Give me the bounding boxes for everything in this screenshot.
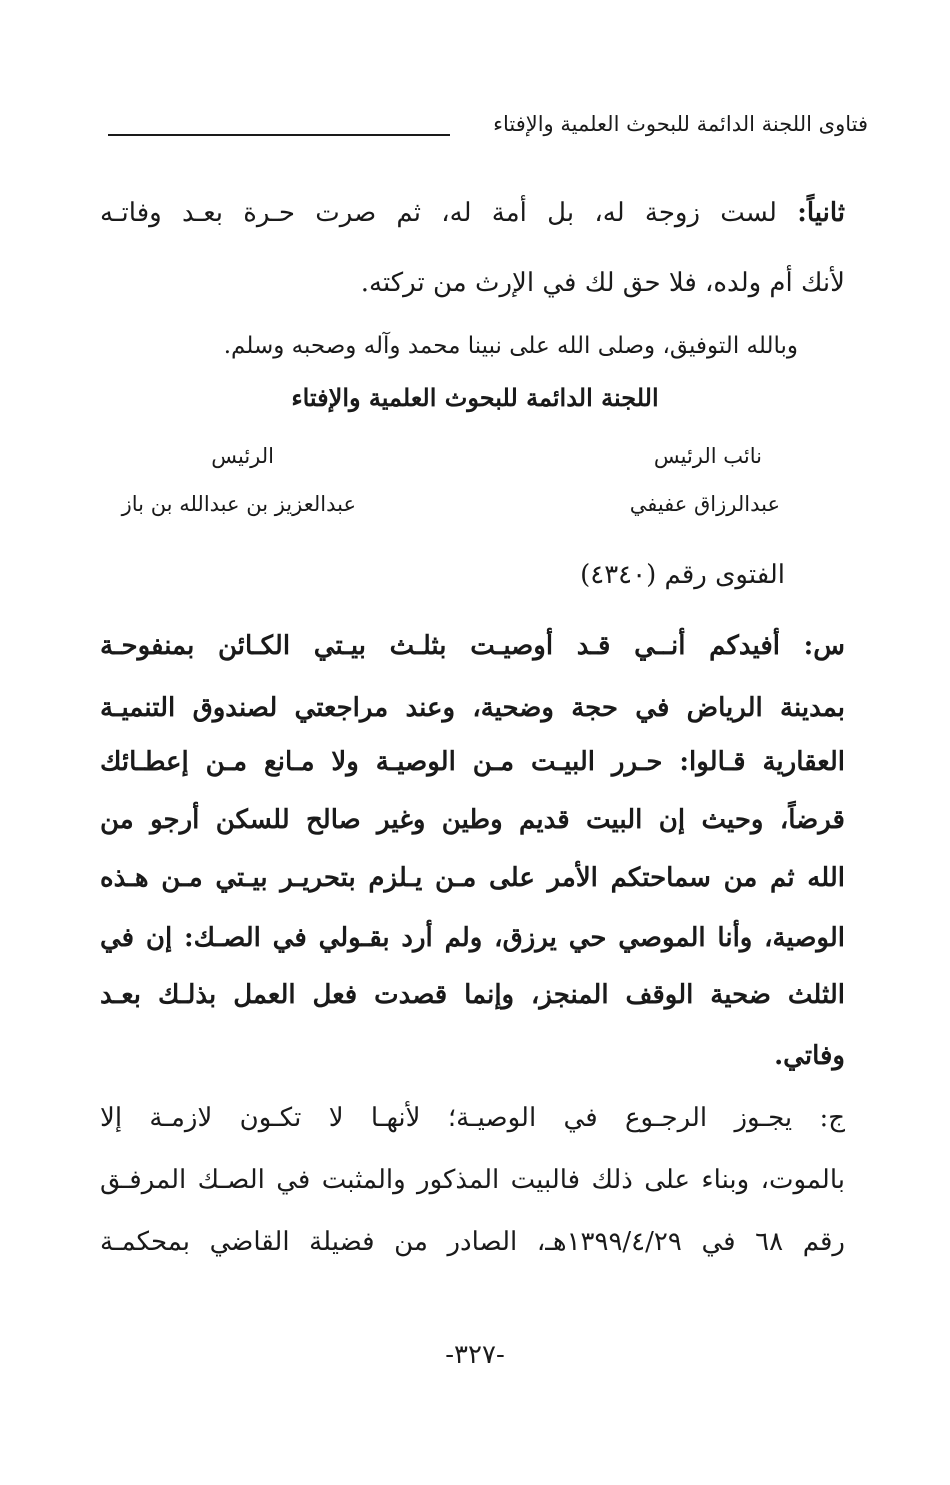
committee-name: اللجنة الدائمة للبحوث العلمية والإفتاء [291, 383, 659, 412]
chair-title: الرئيس [211, 444, 274, 468]
question-line-6: الوصية، وأنا الموصي حي يرزق، ولم أرد بقـولي في الصـك: إن في [100, 923, 845, 953]
answer-line-3: رقم ٦٨ في ١٣٩٩/٤/٢٩هـ، الصادر من فضيلة القاضي بمحكمـة [100, 1227, 845, 1257]
previous-answer-text-1: لست زوجة له، بل أمة له، ثم صرت حـرة بعـد وفاتـه [100, 198, 777, 228]
page-number: -٣٢٧- [445, 1340, 505, 1370]
question-line-1: س: أفيدكم أنــي قـد أوصيـت بثلـث بيـتي الكـائن بمنفوحـة [100, 631, 845, 661]
question-line-7: الثلث ضحية الوقف المنجز، وإنما قصدت فعل العمل بذلـك بعـد [100, 980, 845, 1010]
question-line-3: العقارية قـالوا: حـرر البيـت مـن الوصيـة ولا مـانع مـن إعطـائك [100, 747, 845, 777]
question-line-5: الله ثم من سماحتكم الأمر على مـن يـلزم بتحريـر بيـتي مـن هـذه [100, 863, 845, 893]
question-line-4: قرضاً، وحيث إن البيت قديم وطين وغير صالح للسكن أرجو من [100, 805, 845, 835]
closing-line: وبالله التوفيق، وصلى الله على نبينا محمد وآله وصحبه وسلم. [223, 333, 798, 359]
previous-answer-label: ثانياً: [797, 198, 846, 228]
deputy-name: عبدالرزاق عفيفي [629, 492, 780, 516]
question-line-8: وفاتي. [774, 1041, 845, 1071]
answer-line-1: ج: يجـوز الرجـوع في الوصيـة؛ لأنهـا لا تكـون لازمـة إلا [100, 1103, 845, 1133]
previous-answer-line-2: لأنك أم ولده، فلا حق لك في الإرث من تركته. [360, 268, 845, 298]
answer-line-2: بالموت، وبناء على ذلك فالبيت المذكور والمثبت في الصـك المرفـق [100, 1165, 845, 1195]
deputy-title: نائب الرئيس [653, 444, 762, 468]
running-header: فتاوى اللجنة الدائمة للبحوث العلمية والإفتاء [493, 112, 868, 136]
header-rule [108, 134, 450, 136]
previous-answer-line-1 [100, 193, 845, 233]
question-line-2: بمدينة الرياض في حجة وضحية، وعند مراجعتي لصندوق التنميـة [100, 693, 845, 723]
chair-name: عبدالعزيز بن عبدالله بن باز [121, 492, 356, 516]
fatwa-number: الفتوى رقم (٤٣٤٠) [580, 560, 785, 590]
